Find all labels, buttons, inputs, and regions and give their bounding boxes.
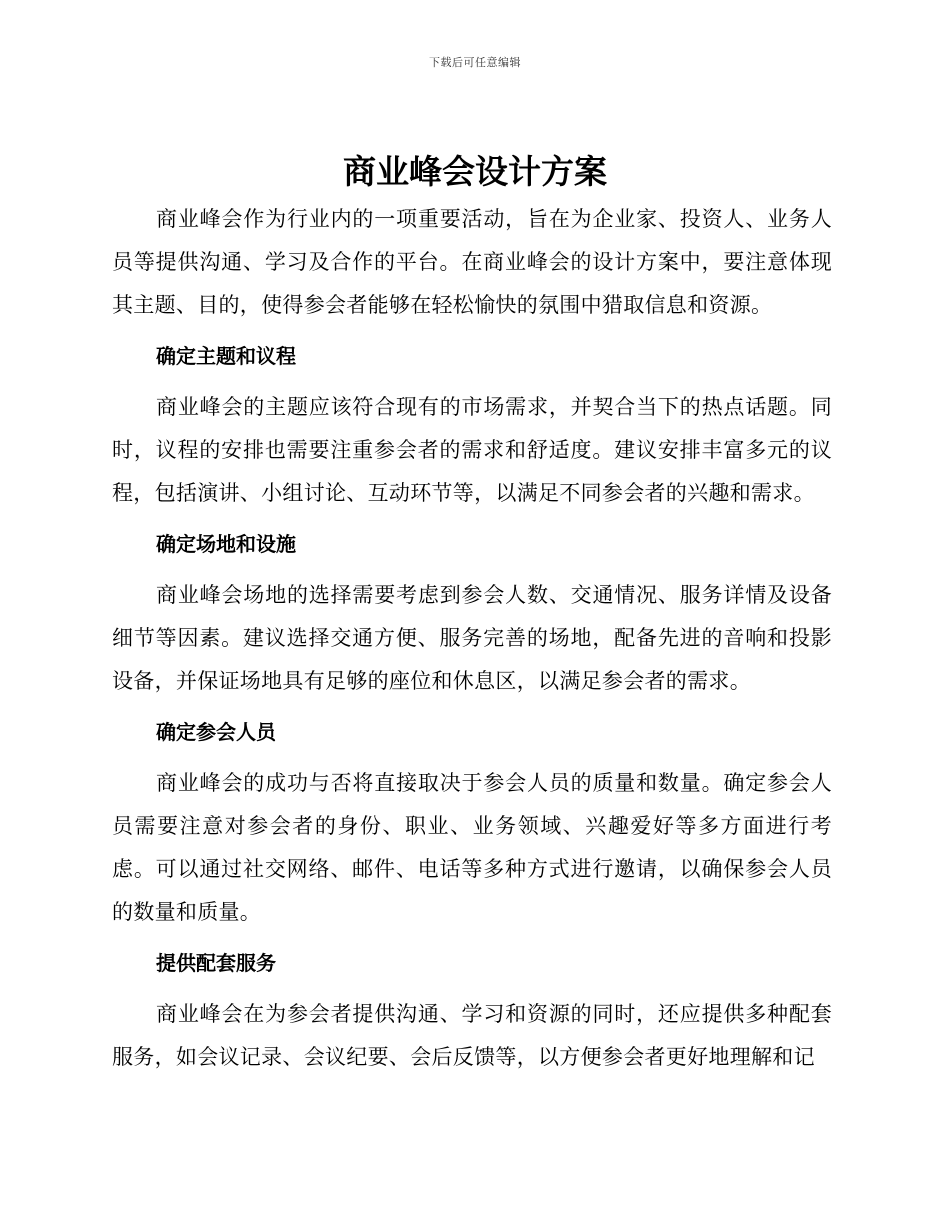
- document-title: 商业峰会设计方案: [343, 152, 607, 191]
- section-body-support-services: 商业峰会在为参会者提供沟通、学习和资源的同时，还应提供多种配套服务，如会议记录、会议纪要、会后反馈等，以方便参会者更好地理解和记: [112, 1002, 832, 1069]
- document-body: [112, 198, 832, 1079]
- intro-paragraph: 商业峰会作为行业内的一项重要活动，旨在为企业家、投资人、业务人员等提供沟通、学习及合作的平台。在商业峰会的设计方案中，要注意体现其主题、目的，使得参会者能够在轻松愉快的氛围中猎取信息和资源。: [112, 207, 832, 317]
- section-heading-venue-facilities: 确定场地和设施: [156, 532, 296, 556]
- section-heading-attendees: 确定参会人员: [156, 720, 276, 744]
- section-body-theme-agenda: 商业峰会的主题应该符合现有的市场需求，并契合当下的热点话题。同时，议程的安排也需要注重参会者的需求和舒适度。建议安排丰富多元的议程，包括演讲、小组讨论、互动环节等，以满足不同参会者的兴趣和需求。: [112, 395, 832, 505]
- section-heading-theme-agenda: 确定主题和议程: [156, 344, 296, 368]
- header-note: 下载后可任意编辑: [429, 56, 521, 69]
- section-heading-support-services: 提供配套服务: [156, 951, 276, 975]
- section-body-venue-facilities: 商业峰会场地的选择需要考虑到参会人数、交通情况、服务详情及设备细节等因素。建议选择交通方便、服务完善的场地，配备先进的音响和投影设备，并保证场地具有足够的座位和休息区，以满足参会者的需求。: [112, 583, 832, 693]
- section-body-attendees: 商业峰会的成功与否将直接取决于参会人员的质量和数量。确定参会人员需要注意对参会者的身份、职业、业务领域、兴趣爱好等多方面进行考虑。可以通过社交网络、邮件、电话等多种方式进行邀请，以确保参会人员的数量和质量。: [112, 771, 832, 924]
